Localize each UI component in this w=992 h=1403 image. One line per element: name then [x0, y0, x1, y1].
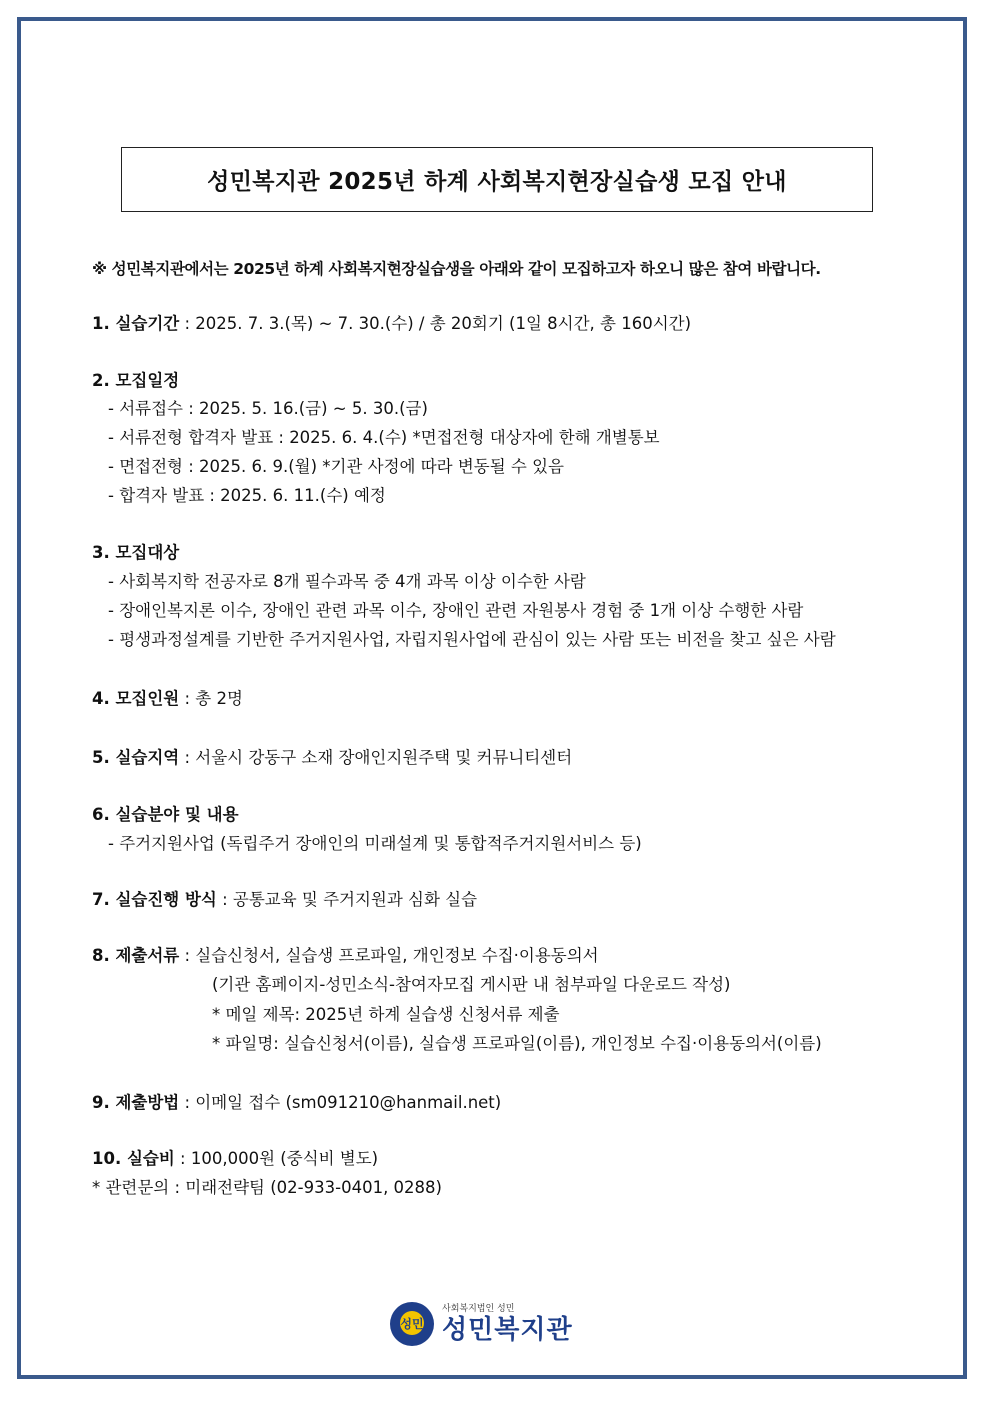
section-label: 8. 제출서류 [92, 946, 180, 965]
schedule-item: - 합격자 발표 : 2025. 6. 11.(수) 예정 [108, 486, 386, 505]
documents-item: * 파일명: 실습신청서(이름), 실습생 프로파일(이름), 개인정보 수집·이용동의서(이름) [212, 1034, 822, 1053]
section-method [92, 888, 477, 912]
logo-subtitle: 사회복지법인 성민 [442, 1303, 515, 1314]
section-location [92, 746, 572, 770]
section-label: 1. 실습기간 [92, 314, 180, 333]
schedule-item: - 면접전형 : 2025. 6. 9.(월) *기관 사정에 따라 변동될 수 있음 [108, 457, 564, 476]
section-value: : 공통교육 및 주거지원과 심화 실습 [216, 890, 478, 909]
section-schedule-label: 2. 모집일정 [92, 371, 180, 390]
page-title: 성민복지관 2025년 하계 사회복지현장실습생 모집 안내 [207, 169, 787, 195]
schedule-item: - 서류접수 : 2025. 5. 16.(금) ~ 5. 30.(금) [108, 399, 428, 418]
section-fee [92, 1147, 378, 1171]
section-value: : 이메일 접수 (sm091210@hanmail.net) [179, 1093, 502, 1112]
field-item: - 주거지원사업 (독립주거 장애인의 미래설계 및 통합적주거지원서비스 등) [108, 834, 642, 853]
section-documents [92, 944, 599, 968]
documents-item: (기관 홈페이지-성민소식-참여자모집 게시판 내 첨부파일 다운로드 작성) [212, 975, 731, 994]
target-item: - 장애인복지론 이수, 장애인 관련 과목 이수, 장애인 관련 자원봉사 경험 중 1개 이상 수행한 사람 [108, 601, 804, 620]
schedule-item: - 서류전형 합격자 발표 : 2025. 6. 4.(수) *면접전형 대상자에 한해 개별통보 [108, 428, 660, 447]
target-item: - 사회복지학 전공자로 8개 필수과목 중 4개 과목 이상 이수한 사람 [108, 572, 586, 591]
section-period [92, 312, 691, 336]
section-value: : 총 2명 [179, 689, 243, 708]
section-value: : 100,000원 (중식비 별도) [174, 1149, 379, 1168]
documents-item: * 메일 제목: 2025년 하계 실습생 신청서류 제출 [212, 1005, 560, 1024]
section-submission [92, 1091, 501, 1115]
section-label: 4. 모집인원 [92, 689, 180, 708]
section-value: : 서울시 강동구 소재 장애인지원주택 및 커뮤니티센터 [179, 748, 573, 767]
logo-text [442, 1304, 573, 1345]
section-headcount [92, 687, 243, 711]
title-box [121, 147, 873, 212]
logo-emblem-icon [390, 1302, 434, 1346]
target-item: - 평생과정설계를 기반한 주거지원사업, 자립지원사업에 관심이 있는 사람 또는 비전을 찾고 싶은 사람 [108, 630, 836, 649]
section-field-label: 6. 실습분야 및 내용 [92, 805, 239, 824]
section-label: 7. 실습진행 방식 [92, 890, 217, 909]
section-label: 5. 실습지역 [92, 748, 180, 767]
logo-emblem-text: 성민 [400, 1311, 424, 1335]
organization-logo [390, 1300, 605, 1348]
section-label: 10. 실습비 [92, 1149, 175, 1168]
section-label: 9. 제출방법 [92, 1093, 180, 1112]
section-value: : 실습신청서, 실습생 프로파일, 개인정보 수집·이용동의서 [179, 946, 599, 965]
contact-info: * 관련문의 : 미래전략팀 (02-933-0401, 0288) [92, 1178, 442, 1197]
section-target-label: 3. 모집대상 [92, 543, 180, 562]
intro-text: ※ 성민복지관에서는 2025년 하계 사회복지현장실습생을 아래와 같이 모집하고자 하오니 많은 참여 바랍니다. [92, 260, 821, 278]
logo-name: 성민복지관 [442, 1314, 573, 1345]
section-value: : 2025. 7. 3.(목) ~ 7. 30.(수) / 총 20회기 (1일 8시간, 총 160시간) [179, 314, 692, 333]
